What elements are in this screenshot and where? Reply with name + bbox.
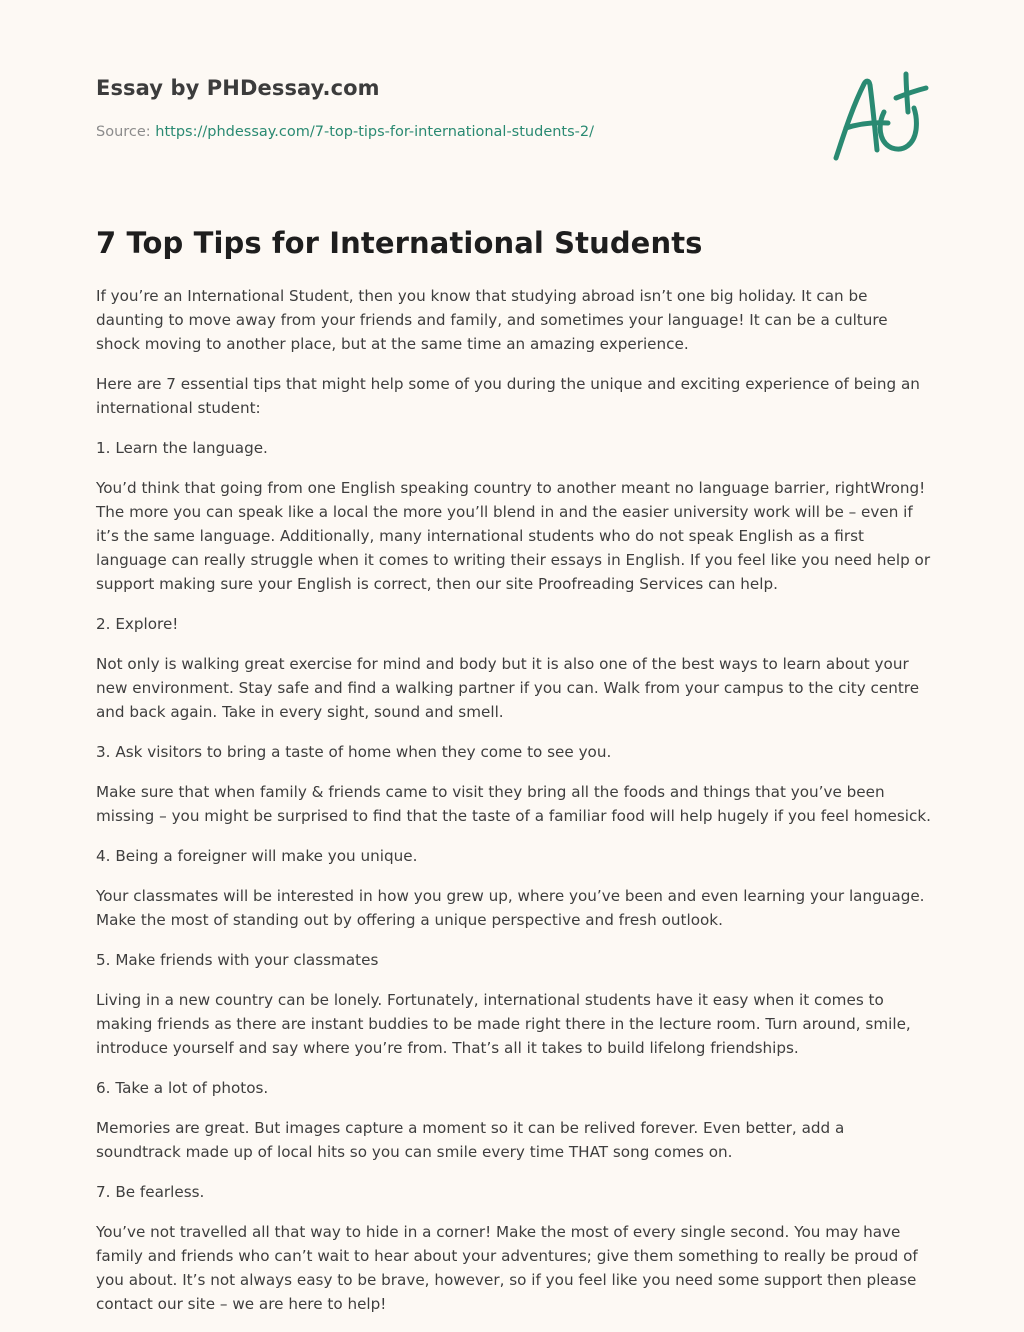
a-plus-logo-icon — [828, 68, 930, 164]
paragraph: If you’re an International Student, then you know that studying abroad isn’t one big holiday. It can be daunting to move away from your friends and family, and sometimes your language! It can be a culture shock moving to another place, but at the same time an amazing experience. — [96, 287, 888, 353]
paragraph: Make sure that when family & friends came to visit they bring all the foods and things that you’ve been missing – you might be surprised to find that the taste of a familiar food will help hugely if you feel homesick. — [96, 783, 931, 825]
tip-heading: 5. Make friends with your classmates — [96, 951, 379, 969]
tip-heading: 2. Explore! — [96, 615, 179, 633]
source-link[interactable]: https://phdessay.com/7-top-tips-for-international-students-2/ — [155, 124, 595, 140]
paragraph: You’ve not travelled all that way to hide in a corner! Make the most of every single second. You may have family and friends who can’t wait to hear about your adventures; give them something to really be proud of you about. It’s not always easy to be brave, however, so if you feel like you need some support then please contact our site – we are here to help! — [96, 1223, 918, 1313]
paragraph: Living in a new country can be lonely. Fortunately, international students have it easy when it comes to making friends as there are instant buddies to be made right there in the lecture room. Turn around, smile, introduce yourself and say where you’re from. That’s all it takes to build lifelong friendships. — [96, 991, 911, 1057]
source-line — [96, 124, 594, 140]
tip-heading: 1. Learn the language. — [96, 439, 268, 457]
essay-body — [96, 284, 932, 1332]
page-header — [96, 0, 928, 190]
tip-heading: 4. Being a foreigner will make you unique. — [96, 847, 418, 865]
paragraph: Not only is walking great exercise for mind and body but it is also one of the best ways to learn about your new environment. Stay safe and find a walking partner if you can. Walk from your campus to the city centre and back again. Take in every sight, sound and smell. — [96, 655, 920, 721]
tip-heading: 3. Ask visitors to bring a taste of home when they come to see you. — [96, 743, 612, 761]
paragraph: Here are 7 essential tips that might help some of you during the unique and exciting experience of being an international student: — [96, 375, 920, 417]
essay-title: 7 Top Tips for International Students — [96, 226, 703, 260]
paragraph: Your classmates will be interested in how you grew up, where you’ve been and even learning your language. Make the most of standing out by offering a unique perspective and fresh outlook. — [96, 887, 925, 929]
tip-heading: 7. Be fearless. — [96, 1183, 205, 1201]
paragraph: You’d think that going from one English speaking country to another meant no language barrier, rightWrong! The more you can speak like a local the more you’ll blend in and the easier university work will be – even if it’s the same language. Additionally, many international students who do not speak English as a first language can really struggle when it comes to writing their essays in English. If you feel like you need help or support making sure your English is correct, then our site Proofreading Services can help. — [96, 479, 931, 593]
tip-heading: 6. Take a lot of photos. — [96, 1079, 269, 1097]
source-label: Source: — [96, 124, 151, 140]
paragraph: Memories are great. But images capture a moment so it can be relived forever. Even better, add a soundtrack made up of local hits so you can smile every time THAT song comes on. — [96, 1119, 845, 1161]
brand-title: Essay by PHDessay.com — [96, 76, 380, 100]
